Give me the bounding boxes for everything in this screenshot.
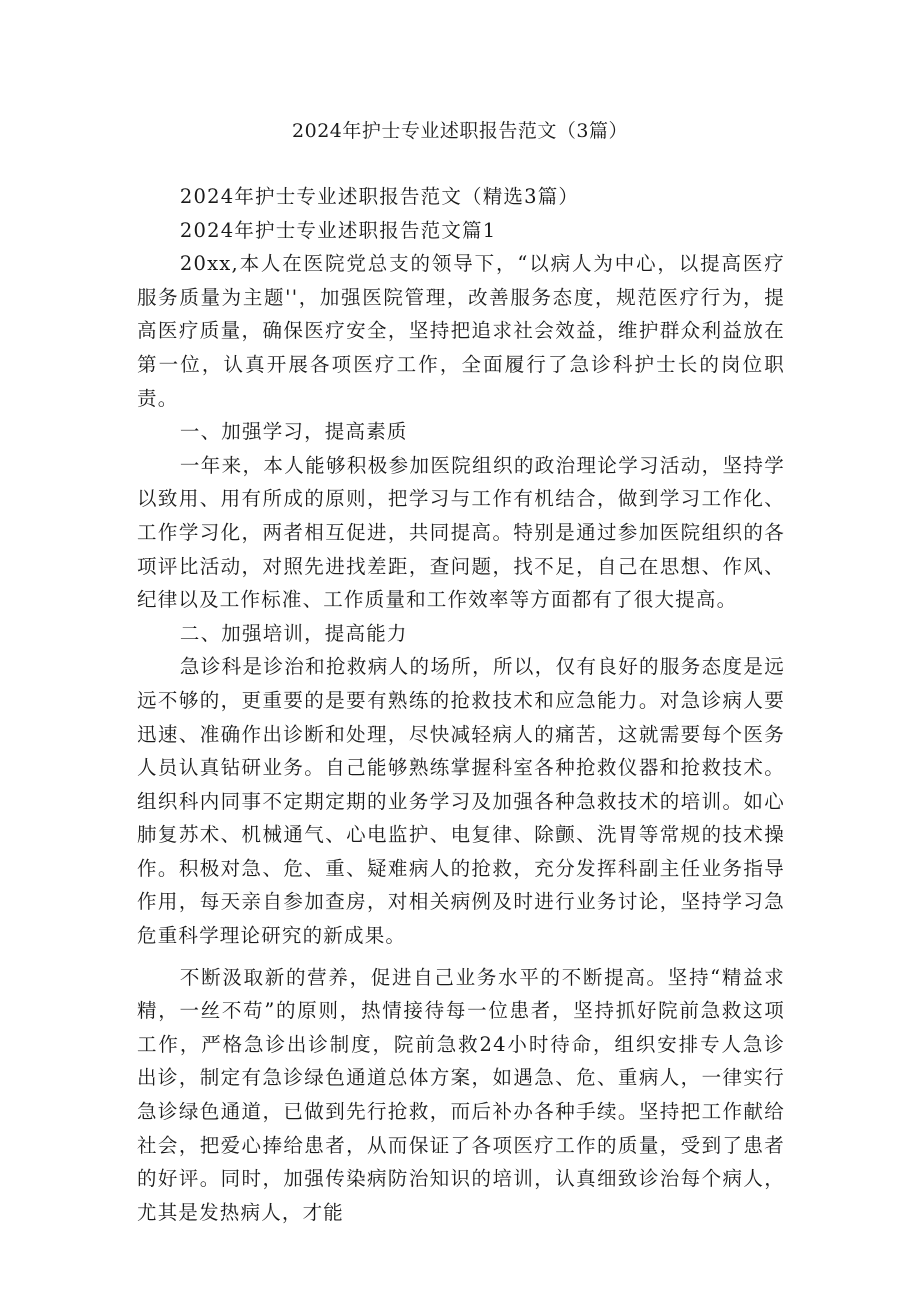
paragraph-study: 一年来，本人能够积极参加医院组织的政治理论学习活动，坚持学以致用、用有所成的原则，把学习与工作有机结合，做到学习工作化、工作学习化，两者相互促进，共同提高。特别是通过参加医院组织的各项评比活动，对照先进找差距，查问题，找不足，自己在思想、作风、纪律以及工作标准、工作质量和工作效率等方面都有了很大提高。 — [137, 453, 785, 612]
section-heading-1: 一、加强学习，提高素质 — [179, 420, 408, 444]
document-body — [137, 180, 785, 1229]
document-subtitle: 2024年护士专业述职报告范文（精选3篇） — [179, 185, 580, 208]
paragraph-service: 不断汲取新的营养，促进自己业务水平的不断提高。坚持“精益求精，一丝不苟”的原则，热情接待每一位患者，坚持抓好院前急救这项工作，严格急诊出诊制度，院前急救24小时待命，组织安排专人急诊出诊，制定有急诊绿色通道总体方案，如遇急、危、重病人，一律实行急诊绿色通道，已做到先行抢救，而后补办各种手续。坚持把工作献给社会，把爱心捧给患者，从而保证了各项医疗工作的质量，受到了患者的好评。同时，加强传染病防治知识的培训，认真细致诊治每个病人，尤其是发热病人，才能 — [137, 965, 785, 1224]
section-heading-2: 二、加强培训，提高能力 — [179, 621, 408, 645]
paragraph-training: 急诊科是诊治和抢救病人的场所，所以，仅有良好的服务态度是远远不够的，更重要的是要有熟练的抢救技术和应急能力。对急诊病人要迅速、准确作出诊断和处理，尽快减轻病人的痛苦，这就需要每个医务人员认真钻研业务。自己能够熟练掌握科室各种抢救仪器和抢救技术。组织科内同事不定期定期的业务学习及加强各种急救技术的培训。如心肺复苏术、机械通气、心电监护、电复律、除颤、洗胃等常规的技术操作。积极对急、危、重、疑难病人的抢救，充分发挥科副主任业务指导作用，每天亲自参加查房，对相关病例及时进行业务讨论，坚持学习急危重科学理论研究的新成果。 — [137, 655, 785, 948]
part-heading: 2024年护士专业述职报告范文篇1 — [179, 218, 497, 242]
paragraph-intro: 20xx,本人在医院党总支的领导下，“以病人为中心，以提高医疗服务质量为主题''，加强医院管理，改善服务态度，规范医疗行为，提高医疗质量，确保医疗安全，坚持把追求社会效益，维护群众利益放在第一位，认真开展各项医疗工作，全面履行了急诊科护士长的岗位职责。 — [137, 252, 785, 410]
document-title: 2024年护士专业述职报告范文（3篇） — [292, 120, 628, 142]
